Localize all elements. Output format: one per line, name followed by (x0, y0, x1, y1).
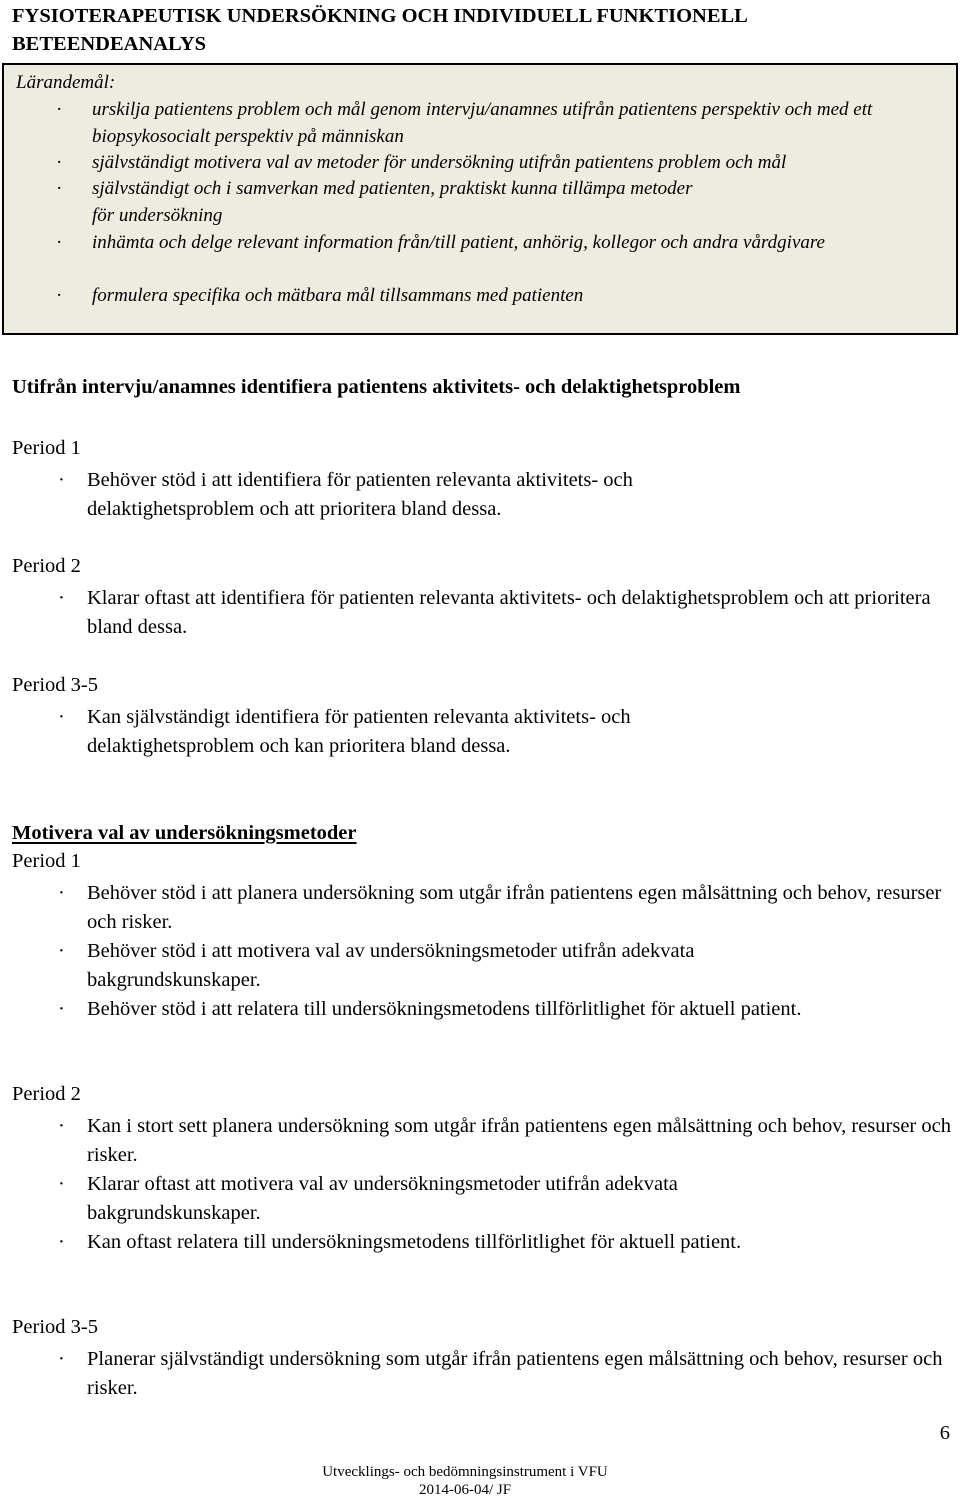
section-heading: Utifrån intervju/anamnes identifiera patientens aktivitets- och delaktighetsproblem (12, 376, 741, 398)
bullet-icon: · (58, 1231, 65, 1253)
bullet-icon: · (58, 587, 65, 609)
period-block (12, 1313, 952, 1403)
footer-line-2: 2014-06-04/ JF (418, 1482, 512, 1498)
period-block (12, 847, 952, 1024)
criteria-item: · Behöver stöd i att relatera till undersökningsmetodens tillförlitlighet för aktuell patient. (12, 995, 952, 1024)
bullet-icon: · (58, 1173, 65, 1195)
bullet-icon: · (58, 469, 65, 491)
bullet-icon: · (56, 99, 63, 120)
bullet-icon: · (58, 1115, 65, 1137)
criteria-item: · Kan oftast relatera till undersökningsmetodens tillförlitlighet för aktuell patient. (12, 1228, 952, 1257)
criteria-item: · Behöver stöd i att motivera val av undersökningsmetoder utifrån adekvata bakgrundskunskaper. (12, 937, 952, 995)
bullet-icon: · (58, 882, 65, 904)
learning-goal-item: · urskilja patientens problem och mål genom intervju/anamnes utifrån patientens perspektiv och med ett biopsykosocialt perspektiv på människan (56, 99, 873, 147)
period-label: Period 3-5 (12, 674, 98, 696)
learning-goals-heading: Lärandemål: (16, 72, 116, 93)
criteria-item: · Behöver stöd i att identifiera för patienten relevanta aktivitets- och delaktighetsproblem och att prioritera bland dessa. (12, 466, 802, 524)
period-label: Period 2 (12, 1083, 81, 1105)
bullet-icon: · (56, 152, 63, 173)
period-block (12, 671, 952, 761)
learning-goals-box (2, 63, 958, 335)
criteria-item: · Planerar självständigt undersökning som utgår ifrån patientens egen målsättning och behov, resurser och risker. (12, 1345, 952, 1403)
criteria-item: · Behöver stöd i att planera undersökning som utgår ifrån patientens egen målsättning och behov, resurser och risker. (12, 879, 952, 937)
section-heading: Motivera val av undersökningsmetoder (12, 822, 357, 844)
bullet-icon: · (58, 1348, 65, 1370)
page-title: FYSIOTERAPEUTISK UNDERSÖKNING OCH INDIVIDUELL FUNKTIONELL BETEENDEANALYS (12, 5, 747, 55)
page-number: 6 (939, 1422, 950, 1444)
learning-goal-item: · självständigt och i samverkan med patienten, praktiskt kunna tillämpa metoder för undersökning (56, 178, 693, 226)
bullet-icon: · (56, 178, 63, 199)
bullet-icon: · (58, 940, 65, 962)
criteria-item: · Kan självständigt identifiera för patienten relevanta aktivitets- och delaktighetsproblem och kan prioritera bland dessa. (12, 703, 802, 761)
section-motivate-methods (12, 819, 952, 847)
period-label: Period 2 (12, 555, 81, 577)
period-block (12, 434, 952, 524)
learning-goal-item: · inhämta och delge relevant information från/till patient, anhörig, kollegor och andra vårdgivare (4, 230, 944, 283)
bullet-icon: · (56, 285, 63, 306)
criteria-item: · Klarar oftast att motivera val av undersökningsmetoder utifrån adekvata bakgrundskunskaper. (12, 1170, 952, 1228)
section-identify-problems (12, 373, 952, 401)
criteria-item: · Kan i stort sett planera undersökning som utgår ifrån patientens egen målsättning och behov, resurser och risker. (12, 1112, 952, 1170)
period-label: Period 1 (12, 850, 81, 872)
bullet-icon: · (56, 232, 63, 253)
period-label: Period 1 (12, 437, 81, 459)
learning-goals-list (4, 97, 944, 310)
bullet-icon: · (58, 998, 65, 1020)
footer-line-1: Utvecklings- och bedömningsinstrument i VFU (322, 1464, 608, 1480)
learning-goal-item: · formulera specifika och mätbara mål tillsammans med patienten (4, 283, 944, 310)
bullet-icon: · (58, 706, 65, 728)
period-block (12, 552, 952, 642)
period-label: Period 3-5 (12, 1316, 98, 1338)
criteria-item: · Klarar oftast att identifiera för patienten relevanta aktivitets- och delaktighetsproblem och att prioritera bland dessa. (12, 584, 952, 642)
learning-goal-item: · självständigt motivera val av metoder för undersökning utifrån patientens problem och mål (4, 150, 944, 176)
period-block (12, 1080, 952, 1257)
